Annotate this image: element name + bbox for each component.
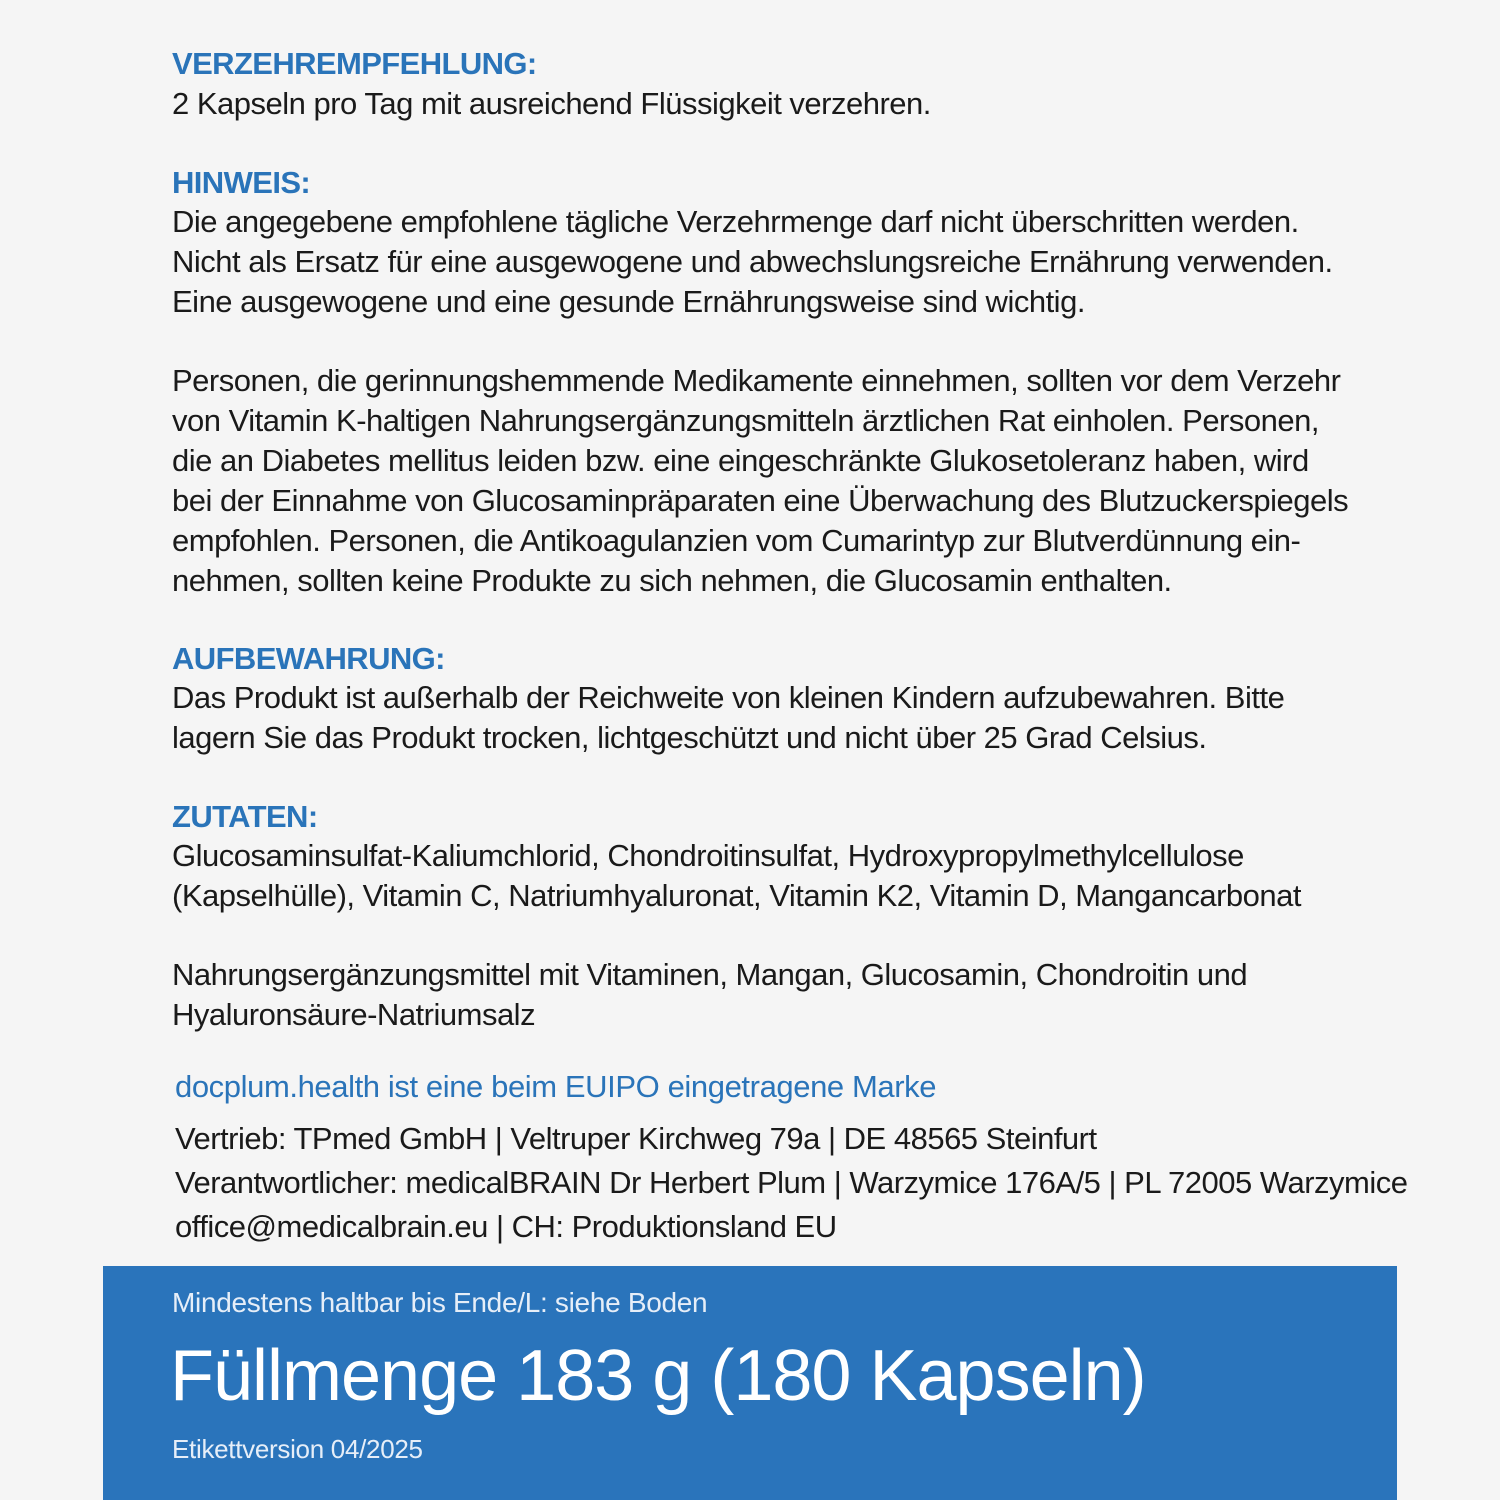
notice-line: Nicht als Ersatz für eine ausgewogene und abwechslungsreiche Ernährung verwenden. xyxy=(172,244,1333,279)
warning-line: nehmen, sollten keine Produkte zu sich nehmen, die Glucosamin enthalten. xyxy=(172,563,1172,598)
ingredients-line: Glucosaminsulfat-Kaliumchlorid, Chondroitinsulfat, Hydroxypropylmethylcellulose xyxy=(172,838,1244,873)
contact-block xyxy=(175,1117,1407,1249)
footer-band xyxy=(103,1266,1397,1500)
notice-text xyxy=(172,202,1333,322)
storage-line: Das Produkt ist außerhalb der Reichweite von kleinen Kindern aufzubewahren. Bitte xyxy=(172,680,1285,715)
notice-line: Eine ausgewogene und eine gesunde Ernährungsweise sind wichtig. xyxy=(172,284,1085,319)
notice-heading: HINWEIS: xyxy=(172,165,311,200)
trademark-notice: docplum.health ist eine beim EUIPO eingetragene Marke xyxy=(175,1069,937,1104)
responsible-line: Verantwortlicher: medicalBRAIN Dr Herbert Plum | Warzymice 176A/5 | PL 72005 Warzymice xyxy=(175,1165,1408,1200)
warning-line: Personen, die gerinnungshemmende Medikamente einnehmen, sollten vor dem Verzehr xyxy=(172,363,1341,398)
storage-text xyxy=(172,678,1284,758)
distributor-line: Vertrieb: TPmed GmbH | Veltruper Kirchweg 79a | DE 48565 Steinfurt xyxy=(175,1121,1097,1156)
fill-amount: Füllmenge 183 g (180 Kapseln) xyxy=(170,1336,1146,1416)
email-line: office@medicalbrain.eu | CH: Produktionsland EU xyxy=(175,1209,837,1244)
warning-line: von Vitamin K-haltigen Nahrungsergänzungsmitteln ärztlichen Rat einholen. Personen, xyxy=(172,403,1319,438)
ingredients-line: (Kapselhülle), Vitamin C, Natriumhyaluronat, Vitamin K2, Vitamin D, Mangancarbonat xyxy=(172,878,1301,913)
warning-text xyxy=(172,361,1348,601)
warning-line: die an Diabetes mellitus leiden bzw. eine eingeschränkte Glukosetoleranz haben, wird xyxy=(172,443,1309,478)
warning-line: bei der Einnahme von Glucosaminpräparaten eine Überwachung des Blutzuckerspiegels xyxy=(172,483,1349,518)
usage-heading: VERZEHREMPFEHLUNG: xyxy=(172,46,537,81)
product-description xyxy=(172,955,1247,1035)
description-line: Nahrungsergänzungsmittel mit Vitaminen, Mangan, Glucosamin, Chondroitin und xyxy=(172,957,1248,992)
warning-line: empfohlen. Personen, die Antikoagulanzien vom Cumarintyp zur Blutverdünnung ein- xyxy=(172,523,1301,558)
storage-line: lagern Sie das Produkt trocken, lichtgeschützt und nicht über 25 Grad Celsius. xyxy=(172,720,1207,755)
notice-line: Die angegebene empfohlene tägliche Verzehrmenge darf nicht überschritten werden. xyxy=(172,204,1299,239)
description-line: Hyaluronsäure-Natriumsalz xyxy=(172,997,536,1032)
ingredients-text xyxy=(172,836,1301,916)
usage-text: 2 Kapseln pro Tag mit ausreichend Flüssigkeit verzehren. xyxy=(172,86,931,121)
label-version: Etikettversion 04/2025 xyxy=(172,1434,423,1464)
storage-heading: AUFBEWAHRUNG: xyxy=(172,641,445,676)
ingredients-heading: ZUTATEN: xyxy=(172,799,318,834)
best-before-text: Mindestens haltbar bis Ende/L: siehe Boden xyxy=(172,1287,708,1318)
